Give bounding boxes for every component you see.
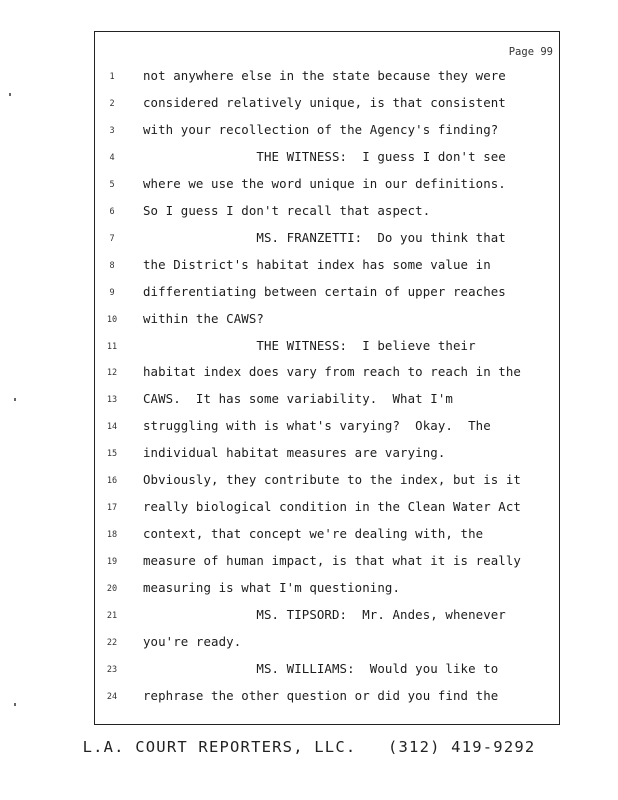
line-number: 2	[109, 98, 115, 109]
transcript-line	[95, 95, 559, 117]
transcript-line	[95, 257, 559, 279]
line-number: 21	[106, 611, 118, 621]
line-number: 14	[106, 422, 118, 433]
transcript-line	[95, 661, 559, 683]
line-text: measuring is what I'm questioning.	[143, 580, 401, 596]
line-number: 7	[109, 233, 115, 244]
transcript-line	[95, 364, 559, 386]
line-number: 17	[106, 503, 118, 514]
footer-reporter-info: L.A. COURT REPORTERS, LLC. (312) 419-9292	[82, 738, 536, 756]
transcript-line	[95, 499, 559, 521]
line-number: 20	[106, 584, 118, 595]
line-number: 19	[106, 557, 118, 568]
line-number: 13	[106, 395, 118, 406]
line-text: habitat index does vary from reach to reach in the	[143, 364, 521, 380]
line-number: 24	[106, 691, 118, 702]
transcript-line	[95, 149, 559, 171]
line-text: with your recollection of the Agency's finding?	[143, 121, 499, 137]
scan-speck	[9, 93, 11, 96]
line-number: 16	[106, 476, 118, 487]
line-text: THE WITNESS: I believe their	[143, 337, 476, 353]
line-number: 4	[109, 152, 115, 163]
line-text: where we use the word unique in our definitions.	[143, 175, 506, 191]
line-text: the District's habitat index has some value in	[143, 256, 491, 272]
line-number: 18	[106, 530, 118, 541]
line-text: MS. TIPSORD: Mr. Andes, whenever	[143, 607, 506, 622]
line-number: 8	[109, 260, 115, 271]
transcript-line	[95, 338, 559, 360]
line-number: 15	[106, 449, 118, 460]
transcript-line	[95, 445, 559, 467]
line-number: 22	[106, 637, 118, 648]
line-text: considered relatively unique, is that consistent	[143, 94, 506, 110]
line-number: 12	[106, 368, 118, 379]
transcript-line	[95, 284, 559, 306]
line-text: So I guess I don't recall that aspect.	[143, 202, 431, 218]
line-text: Obviously, they contribute to the index, but is it	[143, 472, 521, 488]
line-number: 9	[109, 287, 115, 298]
transcript-line	[95, 688, 559, 710]
line-text: struggling with is what's varying? Okay. The	[143, 418, 491, 434]
line-text: MS. FRANZETTI: Do you think that	[143, 229, 506, 245]
line-number: 11	[106, 341, 118, 352]
transcript-page	[94, 31, 560, 725]
transcript-line	[95, 68, 559, 90]
line-number: 1	[109, 72, 115, 82]
line-number: 6	[109, 206, 115, 217]
page-number: Page 99	[508, 46, 553, 58]
transcript-line	[95, 391, 559, 413]
transcript-line	[95, 526, 559, 548]
line-text: context, that concept we're dealing with, the	[143, 526, 484, 542]
transcript-line	[95, 580, 559, 602]
line-number: 23	[106, 664, 118, 675]
line-text: MS. WILLIAMS: Would you like to	[143, 660, 499, 676]
transcript-line	[95, 607, 559, 629]
scan-speck	[14, 703, 16, 706]
line-text: CAWS. It has some variability. What I'm	[143, 391, 453, 407]
line-text: measure of human impact, is that what it is really	[143, 553, 521, 569]
transcript-line	[95, 203, 559, 225]
transcript-line	[95, 418, 559, 440]
line-text: really biological condition in the Clean Water Act	[143, 499, 521, 515]
line-number: 10	[106, 314, 118, 325]
transcript-line	[95, 122, 559, 144]
transcript-line	[95, 176, 559, 198]
line-text: individual habitat measures are varying.	[143, 445, 446, 461]
line-number: 5	[109, 179, 115, 190]
transcript-line	[95, 311, 559, 333]
line-text: THE WITNESS: I guess I don't see	[143, 148, 506, 164]
line-text: within the CAWS?	[143, 310, 264, 326]
line-text: not anywhere else in the state because they were	[143, 68, 506, 83]
transcript-line	[95, 634, 559, 656]
line-text: you're ready.	[143, 633, 242, 649]
line-text: rephrase the other question or did you find the	[143, 687, 499, 703]
transcript-line	[95, 553, 559, 575]
line-text: differentiating between certain of upper reaches	[143, 283, 506, 299]
transcript-line	[95, 230, 559, 252]
transcript-line	[95, 472, 559, 494]
scan-speck	[14, 398, 16, 401]
line-number: 3	[109, 125, 115, 136]
